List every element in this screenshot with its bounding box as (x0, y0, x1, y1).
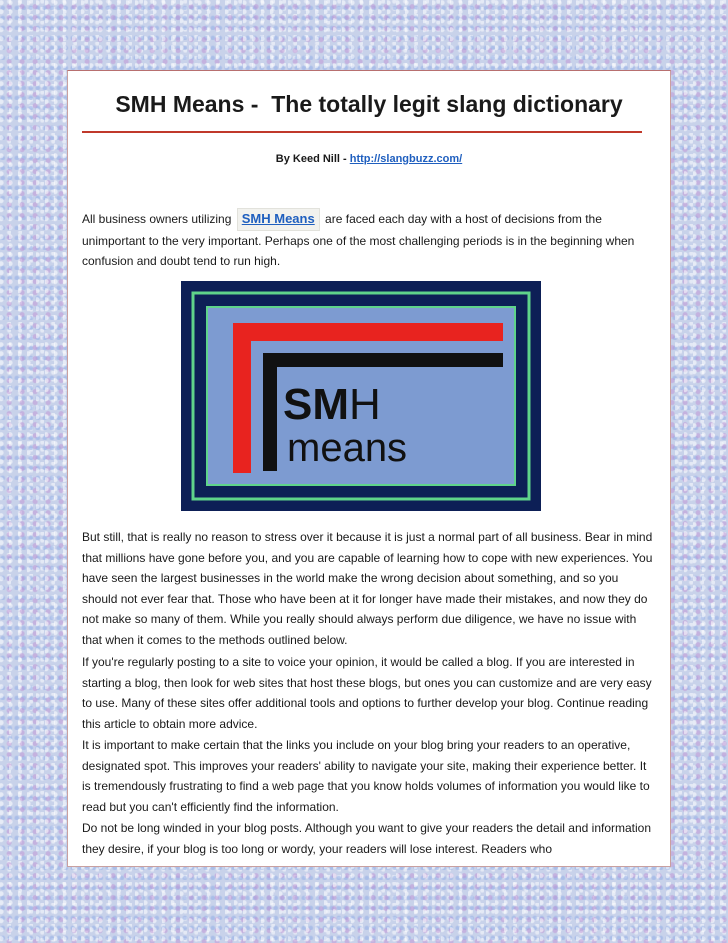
logo-black-bar-horizontal (263, 353, 503, 367)
body-paragraph-4: Do not be long winded in your blog posts. Although you want to give your readers the detail and information they desire, if your blog is too long or wordy, your readers will lose interest. Readers who (82, 821, 652, 856)
logo-red-bar-vertical (233, 323, 251, 473)
logo-text-h: H (349, 380, 381, 429)
smh-means-logo (181, 281, 541, 511)
body-paragraph-2: If you're regularly posting to a site to voice your opinion, it would be called a blog. If you are interested in starting a blog, then look for web sites that host these blogs, but ones you can customize and are very easy to use. Many of these sites offer additional tools and options to further develop your blog. Continue reading this article to obtain more advice. (82, 655, 652, 731)
body-paragraph-3: It is important to make certain that the links you include on your blog bring your readers to an operative, designated spot. This improves your readers' ability to navigate your site, making their experience better. It is tremendously frustrating to find a web page that you know holds volumes of information you would like to read but you can't efficiently find the information. (82, 738, 650, 814)
body-paragraph-1: But still, that is really no reason to stress over it because it is just a normal part of all business. Bear in mind that millions have gone before you, and you are capable of learning how to cope with new experiences. You have seen the largest businesses in the world make the wrong decision about something, and so you should not ever fear that. Those who have been at it for longer have made their mistakes, and now they do not make so many of them. While you really should always perform due diligence, we have no issue with that when it comes to the methods outlined below. (82, 530, 653, 647)
byline-author: By Keed Nill - (275, 153, 350, 165)
title-divider (82, 131, 642, 133)
intro-text-before: All business owners utilizing (82, 212, 235, 226)
page-title: SMH Means - The totally legit slang dictionary (115, 91, 623, 117)
keyword-link[interactable]: SMH Means (237, 208, 320, 231)
logo-black-bar-vertical (263, 353, 277, 471)
intro-paragraph (82, 208, 657, 272)
document-page (67, 70, 671, 867)
byline-link[interactable]: http://slangbuzz.com/ (349, 153, 463, 165)
logo-text-smh (283, 380, 381, 429)
logo-text-sm: SM (283, 380, 349, 429)
byline (68, 153, 670, 165)
intro-text-after: are faced each day with a host of decisions from the unimportant to the very important. Perhaps one of the most challenging periods is in the beginning when confusion and doubt tend to run high. (82, 212, 635, 268)
logo-red-bar-horizontal (233, 323, 503, 341)
logo-text-means: means (287, 426, 408, 470)
